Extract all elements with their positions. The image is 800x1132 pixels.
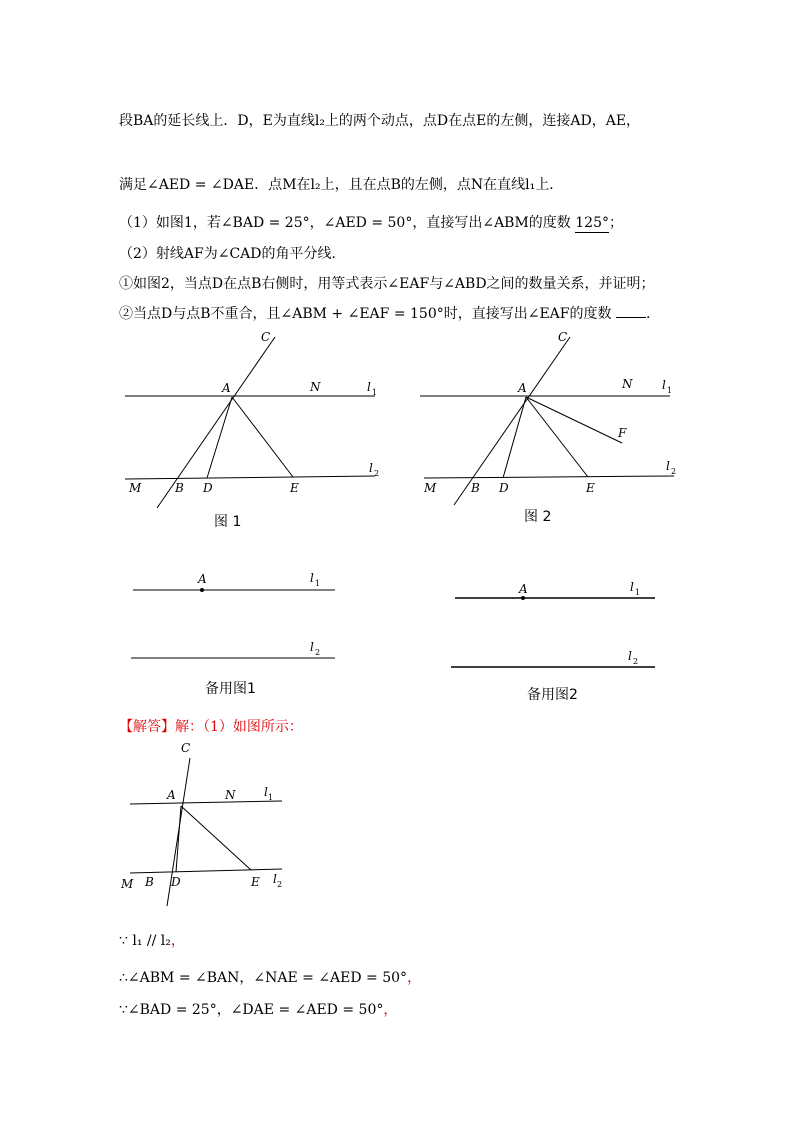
label-l2-sub: 2 xyxy=(277,880,283,889)
label-m: M xyxy=(121,877,134,891)
label-l1: l xyxy=(662,378,666,392)
label-l1: l xyxy=(264,785,268,799)
solution-step-1-comma: ， xyxy=(170,933,185,949)
label-a: A xyxy=(222,381,231,395)
question-1-end: ； xyxy=(609,215,623,231)
label-b: B xyxy=(145,875,154,889)
solution-step-3-comma: ， xyxy=(383,1002,398,1018)
solution-heading: 【解答】解：（1）如图所示： xyxy=(119,719,303,735)
label-l2-sub: 2 xyxy=(671,467,677,476)
question-2-part-2-text: ②当点D与点B不重合，且∠ABM + ∠EAF = 150°时，直接写出∠EAF的度数 xyxy=(119,306,612,322)
solution-step-2 xyxy=(119,969,421,987)
label-c: C xyxy=(558,330,568,344)
point-a xyxy=(521,596,525,600)
solution-step-2-comma: ， xyxy=(407,970,422,986)
question-2-part-1: ①如图2，当点D在点B右侧时，用等式表示∠EAF与∠ABD之间的数量关系，并证明； xyxy=(119,276,655,292)
ray-bc xyxy=(454,337,570,505)
question-1-text: （1）如图1，若∠BAD = 25°，∠AED = 50°，直接写出∠ABM的度数 xyxy=(119,215,571,231)
label-n: N xyxy=(622,377,633,391)
label-c: C xyxy=(261,330,271,344)
figure-1-caption: 图 1 xyxy=(214,514,242,530)
label-c: C xyxy=(181,741,191,755)
solution-step-1 xyxy=(119,932,185,950)
figure-2-caption: 图 2 xyxy=(524,509,552,525)
label-a: A xyxy=(519,582,528,596)
label-l2: l xyxy=(628,649,632,663)
label-l2: l xyxy=(666,459,670,473)
label-m: M xyxy=(424,481,437,495)
question-2-part-2-end: . xyxy=(645,306,651,322)
label-a: A xyxy=(518,381,527,395)
label-n: N xyxy=(310,380,321,394)
label-b: B xyxy=(175,481,184,495)
segment-ae xyxy=(232,397,293,477)
label-l2-sub: 2 xyxy=(374,469,380,478)
label-l2: l xyxy=(273,872,277,886)
label-e: E xyxy=(251,875,260,889)
label-d: D xyxy=(171,875,181,889)
label-l1: l xyxy=(310,571,314,585)
line-l1 xyxy=(130,801,282,804)
line-l2 xyxy=(130,869,282,873)
figure-2 xyxy=(412,325,692,535)
line-l2 xyxy=(125,476,375,479)
label-e: E xyxy=(290,481,299,495)
label-l2-sub: 2 xyxy=(633,657,639,666)
label-f: F xyxy=(618,426,627,440)
label-l2: l xyxy=(369,461,373,475)
label-n: N xyxy=(225,788,236,802)
label-l1-sub: 1 xyxy=(372,388,378,397)
question-1 xyxy=(119,214,623,233)
label-a: A xyxy=(167,788,176,802)
spare-figure-2-caption: 备用图2 xyxy=(527,687,578,703)
solution-step-2-text: ∴∠ABM = ∠BAN，∠NAE = ∠AED = 50° xyxy=(119,970,408,986)
problem-line-1: 段BA的延长线上．D，E为直线l₂上的两个动点，点D在点E的左侧，连接AD，AE， xyxy=(119,113,641,129)
label-e: E xyxy=(586,481,595,495)
label-l1: l xyxy=(367,380,371,394)
label-d: D xyxy=(499,481,509,495)
label-a: A xyxy=(198,572,207,586)
question-2: （2）射线AF为∠CAD的角平分线． xyxy=(119,246,346,262)
label-l1-sub: 1 xyxy=(667,386,673,395)
segment-ad xyxy=(176,806,181,872)
solution-figure xyxy=(115,738,305,908)
label-l1-sub: 1 xyxy=(635,588,641,597)
solution-step-3-text: ∵∠BAD = 25°，∠DAE = ∠AED = 50° xyxy=(119,1002,384,1018)
point-a xyxy=(200,588,204,592)
segment-ae xyxy=(526,397,588,477)
spare-figure-1 xyxy=(125,565,345,665)
spare-figure-1-caption: 备用图1 xyxy=(205,681,256,697)
segment-ad xyxy=(503,397,526,478)
question-2-part-2 xyxy=(119,305,650,323)
segment-ad xyxy=(207,397,232,478)
label-d: D xyxy=(203,481,213,495)
figure-1 xyxy=(115,325,395,540)
label-l1-sub: 1 xyxy=(315,579,321,588)
question-1-answer: 125° xyxy=(575,215,609,231)
line-l2 xyxy=(424,476,674,478)
label-b: B xyxy=(471,481,480,495)
problem-line-2: 满足∠AED = ∠DAE．点M在l₂上，且在点B的左侧，点N在直线l₁上． xyxy=(119,177,564,193)
label-l1: l xyxy=(630,580,634,594)
spare-figure-2 xyxy=(445,572,665,672)
ray-af xyxy=(526,397,622,443)
segment-ae xyxy=(181,806,251,870)
question-2-part-2-blank xyxy=(616,317,646,318)
label-l2: l xyxy=(310,640,314,654)
label-l2-sub: 2 xyxy=(315,648,321,657)
solution-step-1-text: ∵ l₁ // l₂ xyxy=(119,933,171,949)
label-m: M xyxy=(129,481,142,495)
solution-step-3 xyxy=(119,1001,397,1019)
label-l1-sub: 1 xyxy=(268,793,274,802)
